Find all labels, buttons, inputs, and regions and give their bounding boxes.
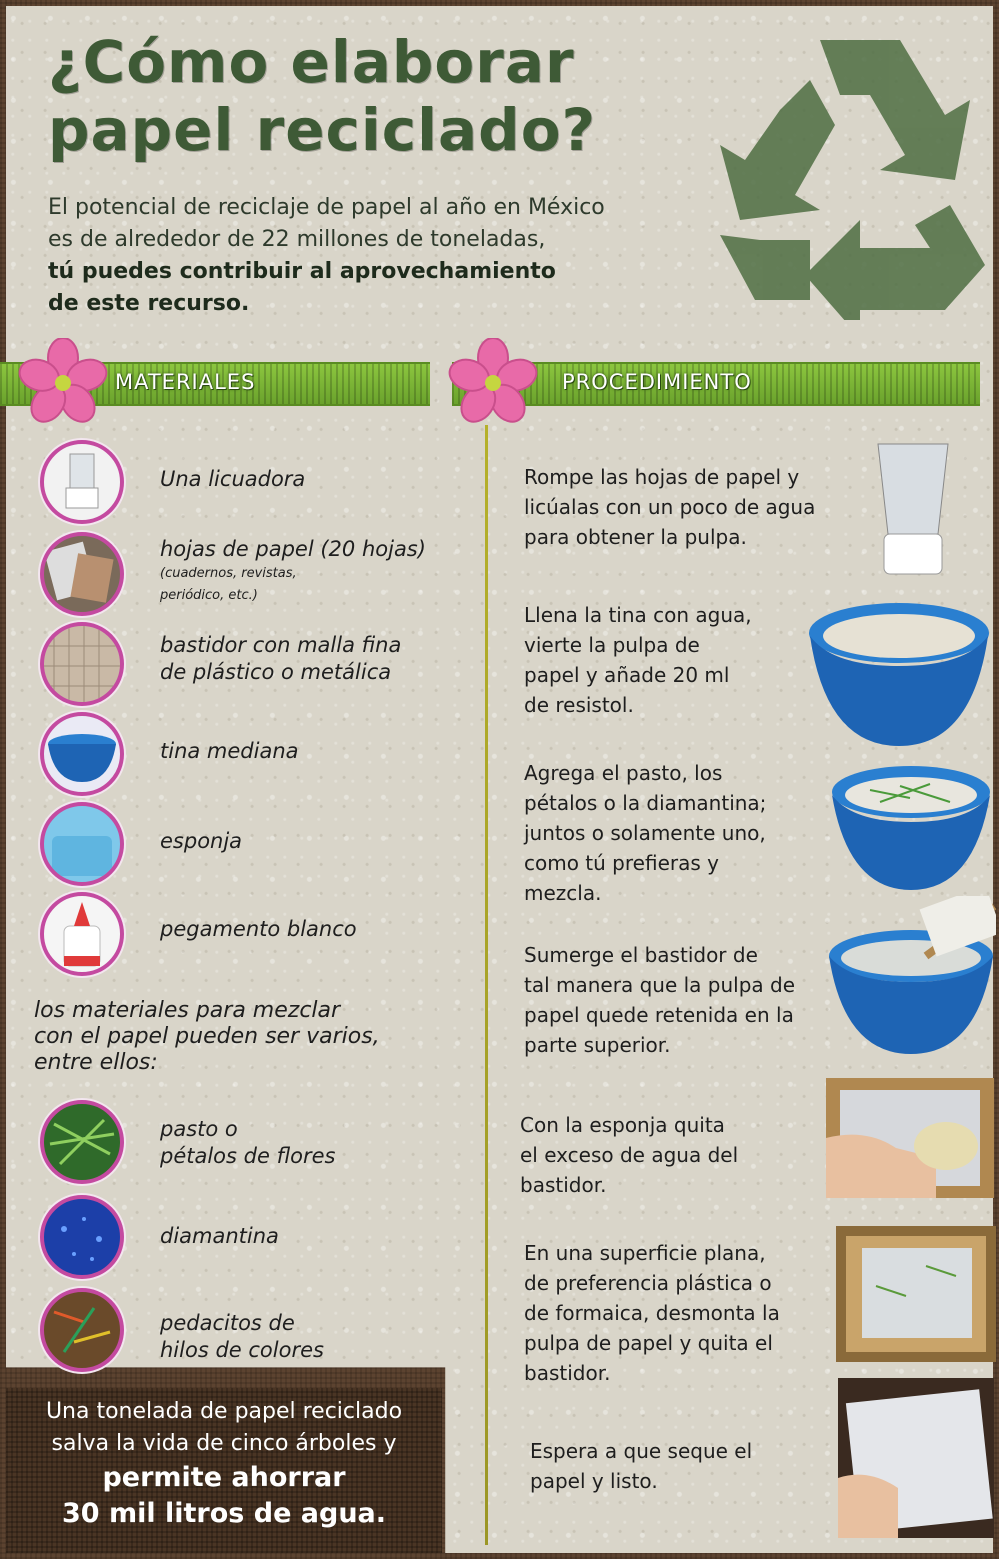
title-line-2: papel reciclado? [48,96,597,164]
mix-label: diamantina [160,1224,279,1248]
threads-icon [40,1288,124,1372]
material-item [40,532,480,622]
intro-line-2: es de alrededor de 22 millones de toneladas, [48,227,546,252]
sponge-frame-photo [826,1078,994,1198]
mix-label: pedacitos de hilos de colores [160,1311,324,1362]
title-line-1: ¿Cómo elaborar [48,28,575,96]
mix-item [40,1100,480,1190]
grass-icon [40,1100,124,1184]
intro-bold-line-1: tú puedes contribuir al aprovechamiento [48,259,556,284]
material-item [40,440,480,530]
step-3-text: Agrega el pasto, los pétalos o la diamantina; juntos o solamente uno, como tú prefieras y mezcla. [524,761,767,905]
flower-icon [448,338,538,428]
glue-bottle-icon [40,892,124,976]
materials-heading: MATERIALES [115,370,256,394]
material-item [40,712,480,802]
mix-item [40,1195,480,1285]
tub-icon [40,712,124,796]
material-label: pegamento blanco [160,917,357,941]
tub-pulp-photo [806,598,992,748]
blender-photo [858,434,968,584]
dry-paper-photo [838,1378,994,1538]
step-5-text: Con la esponja quita el exceso de agua del bastidor. [520,1113,739,1197]
step-7-text: Espera a que seque el papel y listo. [530,1439,753,1493]
mix-materials-text: los materiales para mezclar con el papel pueden ser varios, entre ellos: [34,998,380,1075]
intro-line-1: El potencial de reciclaje de papel al año en México [48,195,605,220]
material-label: bastidor con malla fina de plástico o metálica [160,633,402,684]
material-item [40,802,480,892]
material-item [40,892,480,982]
material-label: Una licuadora [160,467,306,491]
column-divider [485,425,488,1545]
material-label: tina mediana [160,739,299,763]
material-label: esponja [160,829,243,853]
material-label: hojas de papel (20 hojas) (cuadernos, revistas, periódico, etc.) [160,537,426,603]
glitter-icon [40,1195,124,1279]
mesh-frame-icon [40,622,124,706]
step-4-text: Sumerge el bastidor de tal manera que la pulpa de papel quede retenida en la parte superior. [524,943,796,1057]
recycle-icon [700,20,990,320]
tub-frame-photo [826,896,996,1056]
step-1-text: Rompe las hojas de papel y licúalas con un poco de agua para obtener la pulpa. [524,465,816,549]
step-2-text: Llena la tina con agua, vierte la pulpa de papel y añade 20 ml de resistol. [524,603,752,717]
intro-bold-line-2: de este recurso. [48,291,250,316]
flower-icon [18,338,108,428]
tub-grass-photo [830,762,992,892]
mix-item [40,1288,480,1378]
footer-message: Una tonelada de papel reciclado salva la vida de cinco árboles y permite ahorrar 30 mil litros de agua. [6,1388,442,1553]
procedure-heading: PROCEDIMIENTO [562,370,752,394]
frame-surface-photo [836,1226,996,1362]
mix-label: pasto o pétalos de flores [160,1117,336,1168]
material-item [40,622,480,712]
paper-sheets-icon [40,532,124,616]
page-title [48,28,596,164]
blender-icon [40,440,124,524]
intro-text [48,192,688,320]
step-6-text: En una superficie plana, de preferencia plástica o de formaica, desmonta la pulpa de papel y quita el bastidor. [524,1241,780,1385]
sponge-icon [40,802,124,886]
